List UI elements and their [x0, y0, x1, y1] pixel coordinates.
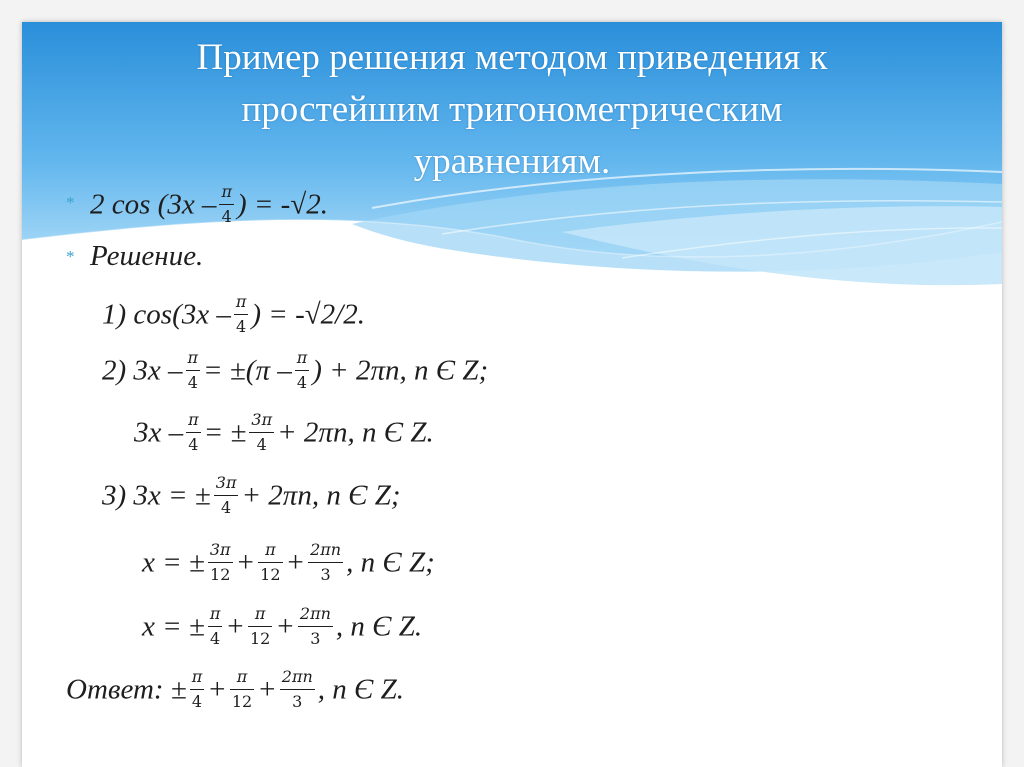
fraction-numerator: 2πn: [280, 667, 315, 690]
fraction-numerator: 2πn: [308, 540, 343, 563]
equation-statement: [90, 182, 328, 227]
step-2-part-c: ) + 2πn, n Є Z;: [312, 354, 489, 387]
step-1: [102, 292, 365, 337]
fraction-pi-over-4: [208, 604, 223, 649]
slide: [22, 22, 1002, 767]
step-3xs-part-a: x = ±: [142, 610, 205, 643]
step-2-simplified: [134, 410, 434, 455]
fraction-2pin-over-3: [308, 540, 343, 585]
fraction-numerator: π: [248, 604, 272, 627]
fraction-pi-over-4: [219, 182, 234, 227]
fraction-numerator: 3π: [214, 473, 239, 496]
step-1-part-a: 1) cos(3x –: [102, 298, 231, 331]
step-3xs-part-c: +: [275, 610, 295, 643]
fraction-numerator: π: [190, 667, 205, 690]
fraction-denominator: 4: [187, 373, 198, 392]
fraction-pi-over-4: [186, 348, 201, 393]
step-3xs-part-b: +: [225, 610, 245, 643]
statement-part-a: 2 cos (3x –: [90, 188, 217, 221]
fraction-2pin-over-3: [298, 604, 333, 649]
fraction-2pin-over-3: [280, 667, 315, 712]
fraction-numerator: 3π: [208, 540, 233, 563]
fraction-denominator: 4: [188, 435, 199, 454]
step-3x-part-a: x = ±: [142, 546, 205, 579]
fraction-denominator: 12: [231, 692, 253, 711]
step-3x-part-d: , n Є Z;: [346, 546, 435, 579]
step-2-part-b: = ±(π –: [203, 354, 292, 387]
step-2s-part-b: = ±: [203, 416, 247, 449]
fraction-3pi-over-4: [249, 410, 274, 455]
fraction-denominator: 3: [310, 629, 321, 648]
step-3-x: [142, 540, 435, 585]
statement-part-b: ) = -√2.: [236, 188, 329, 221]
fraction-numerator: π: [295, 348, 310, 371]
fraction-denominator: 4: [236, 317, 247, 336]
step-3x-part-b: +: [235, 546, 256, 579]
fraction-denominator: 4: [221, 207, 232, 226]
fraction-denominator: 12: [210, 565, 231, 584]
fraction-numerator: π: [234, 292, 249, 315]
fraction-numerator: π: [219, 182, 234, 205]
fraction-numerator: π: [186, 410, 201, 433]
fraction-denominator: 4: [210, 629, 221, 648]
title-line-1: Пример решения методом приведения к: [196, 37, 828, 78]
answer-part-b: +: [207, 673, 227, 706]
fraction-denominator: 12: [260, 565, 281, 584]
fraction-pi-over-4: [186, 410, 201, 455]
title-line-3: уравнениям.: [413, 141, 611, 182]
answer: [66, 667, 404, 712]
step-3xs-part-d: , n Є Z.: [335, 610, 423, 643]
fraction-numerator: π: [258, 540, 282, 563]
fraction-3pi-over-4: [214, 473, 239, 518]
fraction-pi-over-4: [234, 292, 249, 337]
step-2s-part-c: + 2πn, n Є Z.: [277, 416, 434, 449]
fraction-denominator: 3: [320, 565, 331, 584]
fraction-numerator: π: [208, 604, 223, 627]
step-3x-part-c: +: [285, 546, 306, 579]
bullet-1: *: [66, 193, 75, 212]
solution-heading: Решение.: [90, 240, 204, 272]
step-2s-part-a: 3x –: [134, 416, 184, 449]
fraction-denominator: 4: [296, 373, 308, 392]
step-1-part-b: ) = -√2/2.: [251, 298, 365, 331]
answer-label: Ответ: ±: [66, 673, 187, 706]
step-3: [102, 473, 401, 518]
fraction-numerator: 3π: [249, 410, 274, 433]
step-3-part-a: 3) 3x = ±: [102, 479, 211, 512]
step-3-x-simplified: [142, 604, 422, 649]
title-line-2: простейшим тригонометрическим: [241, 89, 783, 130]
step-2-part-a: 2) 3x –: [102, 354, 183, 387]
fraction-pi-over-12: [258, 540, 282, 585]
fraction-pi-over-4: [190, 667, 205, 712]
fraction-denominator: 3: [292, 692, 303, 711]
fraction-numerator: 2πn: [298, 604, 333, 627]
fraction-pi-over-12: [230, 667, 254, 712]
fraction-pi-over-4: [295, 348, 310, 393]
step-3-part-b: + 2πn, n Є Z;: [241, 479, 401, 512]
fraction-denominator: 4: [191, 692, 203, 711]
step-2: [102, 348, 488, 393]
answer-part-c: +: [257, 673, 277, 706]
fraction-numerator: π: [230, 667, 254, 690]
fraction-denominator: 4: [221, 498, 232, 517]
fraction-3pi-over-12: [208, 540, 233, 585]
fraction-pi-over-12: [248, 604, 272, 649]
fraction-numerator: π: [186, 348, 201, 371]
answer-part-d: , n Є Z.: [317, 673, 405, 706]
fraction-denominator: 12: [249, 629, 271, 648]
bullet-2: *: [66, 247, 75, 266]
fraction-denominator: 4: [256, 435, 267, 454]
slide-title: [62, 32, 962, 188]
